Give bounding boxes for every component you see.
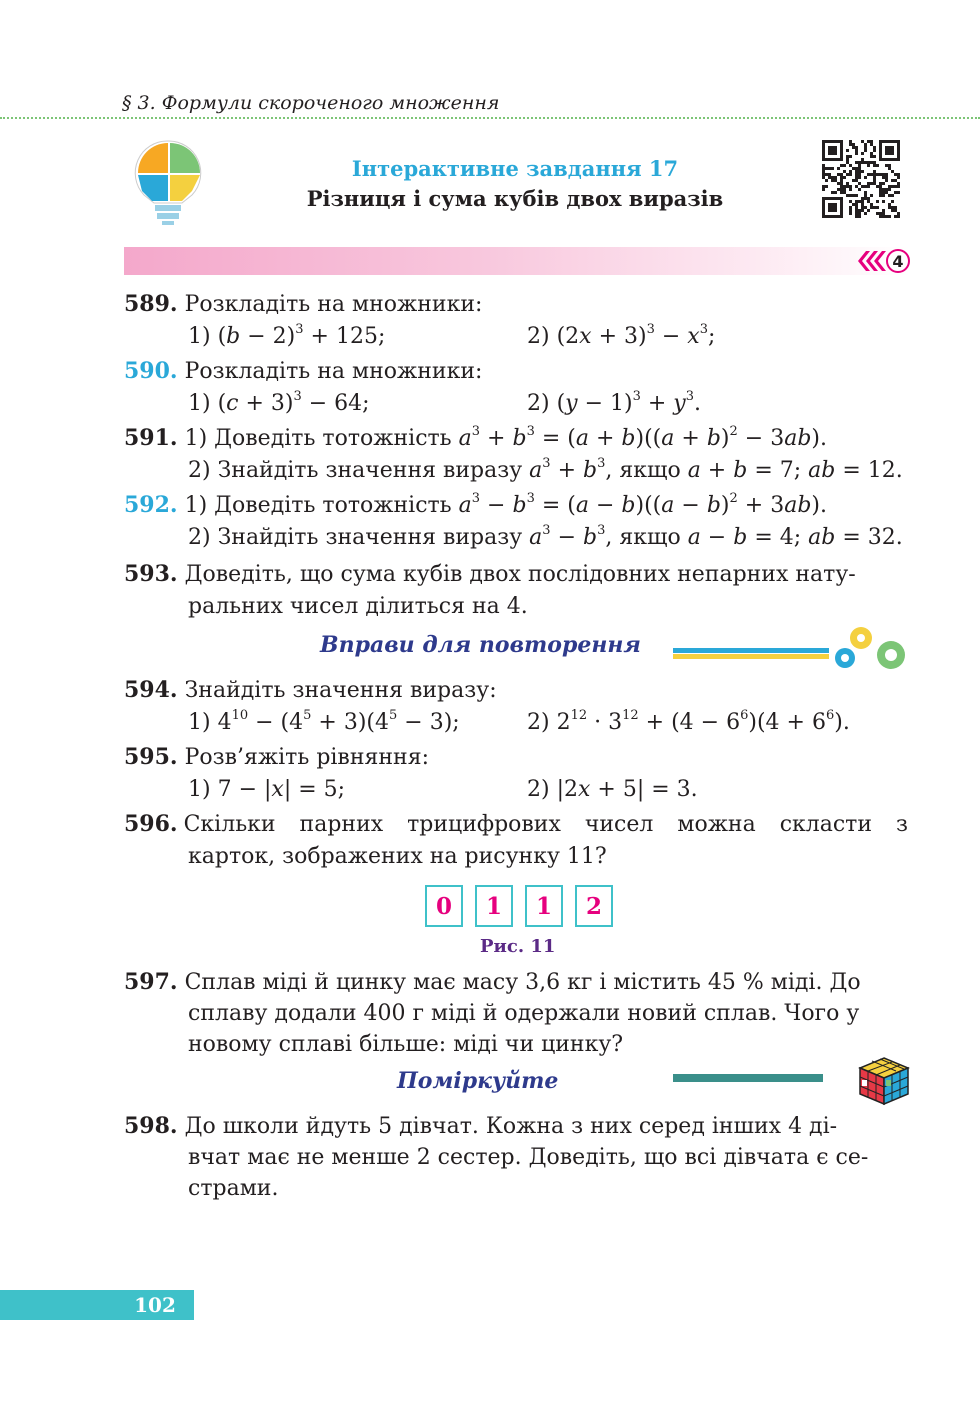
figure-caption: Рис. 11 <box>480 936 556 957</box>
page-number: 102 <box>134 1293 176 1317</box>
problem-number: 589. <box>124 291 178 317</box>
problem-593 <box>124 558 856 591</box>
lightbulb-puzzle-icon <box>122 135 214 227</box>
number-card: 1 <box>475 885 513 927</box>
problem-590-item-1: 1) $(c + 3)^3 - 64$; <box>188 388 370 416</box>
problem-593-line-2: ральних чисел ділиться на 4. <box>188 594 528 619</box>
problem-594-item-1: 1) $4^{10} - (4^5 + 3)(4^5 - 3)$; <box>188 707 460 735</box>
problem-597 <box>124 966 861 999</box>
problem-598-line-3: страми. <box>188 1176 279 1201</box>
problem-text: Доведіть, що сума кубів двох послідовних непарних нату- <box>184 562 856 587</box>
problem-589-item-1: 1) $(b - 2)^3 + 125$; <box>188 321 386 349</box>
think-section-heading: Поміркуйте <box>397 1068 559 1094</box>
level-badge-icon <box>856 249 910 273</box>
problem-number: 590. <box>124 358 178 384</box>
problem-number: 592. <box>124 492 178 518</box>
problem-number: 596. <box>124 811 178 837</box>
problem-591: 591. 1) Доведіть тотожність $a^3 + b^3 = (a + b)((a + b)^2 - 3ab)$. <box>124 423 827 451</box>
problem-text: Розкладіть на множники: <box>184 292 483 317</box>
problem-text: Скільки парних трицифрових чисел можна скласти з <box>183 812 908 837</box>
problem-595 <box>124 741 429 774</box>
problem-number: 597. <box>124 969 178 995</box>
problem-number: 595. <box>124 744 178 770</box>
problem-598-line-2: вчат має не менше 2 сестер. Доведіть, що всі дівчата є се- <box>188 1145 869 1170</box>
problem-594-item-2: 2) $2^{12} \cdot 3^{12} + (4 - 6^6)(4 + 6^6)$. <box>527 707 850 735</box>
problem-596-line-2: карток, зображених на рисунку 11? <box>188 844 607 869</box>
interactive-task-title: Інтерактивне завдання 17 <box>351 156 679 181</box>
problem-597-line-2: сплаву додали 400 г міді й одержали новий сплав. Чого у <box>188 1001 860 1026</box>
number-card: 2 <box>575 885 613 927</box>
problem-text: До школи йдуть 5 дівчат. Кожна з них серед інших 4 ді- <box>184 1114 838 1139</box>
problem-598 <box>124 1110 837 1143</box>
problem-595-item-2: 2) |2x + 5| = 3. <box>527 777 698 802</box>
problem-number: 598. <box>124 1113 178 1139</box>
section-header: § 3. Формули скороченого множення <box>122 92 500 114</box>
svg-text:4: 4 <box>892 252 904 271</box>
problem-595-item-1: 1) 7 − |x| = 5; <box>188 777 346 802</box>
number-card: 1 <box>525 885 563 927</box>
problem-592: 592. 1) Доведіть тотожність $a^3 - b^3 = (a - b)((a - b)^2 + 3ab)$. <box>124 490 827 518</box>
number-card: 0 <box>425 885 463 927</box>
problem-text: Знайдіть значення виразу: <box>184 678 497 703</box>
review-section-heading: Вправи для повторення <box>320 632 641 658</box>
problem-591-item-2: 2) Знайдіть значення виразу $a^3 + b^3$, якщо a + b = 7; ab = 12. <box>188 455 903 483</box>
problem-text: Розкладіть на множники: <box>184 359 483 384</box>
qr-code-icon[interactable] <box>822 140 900 218</box>
gears-icon <box>673 622 913 670</box>
header-divider <box>0 117 980 119</box>
problem-number: 593. <box>124 561 178 587</box>
problem-number: 594. <box>124 677 178 703</box>
problem-590 <box>124 355 482 388</box>
problem-592-item-2: 2) Знайдіть значення виразу $a^3 - b^3$, якщо a − b = 4; ab = 32. <box>188 522 903 550</box>
problem-589-item-2: 2) $(2x + 3)^3 - x^3$; <box>527 321 716 349</box>
difficulty-bar <box>124 247 910 275</box>
problem-number: 591. <box>124 425 178 451</box>
figure-11-cards <box>425 885 613 927</box>
problem-597-line-3: новому сплаві більше: міді чи цинку? <box>188 1032 624 1057</box>
problem-590-item-2: 2) $(y - 1)^3 + y^3$. <box>527 388 702 416</box>
problem-text: Сплав міді й цинку має масу 3,6 кг і містить 45 % міді. До <box>184 970 861 995</box>
problem-589 <box>124 288 482 321</box>
problem-594 <box>124 674 497 707</box>
interactive-task-subtitle: Різниця і сума кубів двох виразів <box>306 186 724 211</box>
problem-596 <box>124 808 908 841</box>
problem-text: Розв’яжіть рівняння: <box>184 745 429 770</box>
think-divider <box>673 1074 823 1082</box>
rubiks-cube-icon <box>858 1056 910 1106</box>
